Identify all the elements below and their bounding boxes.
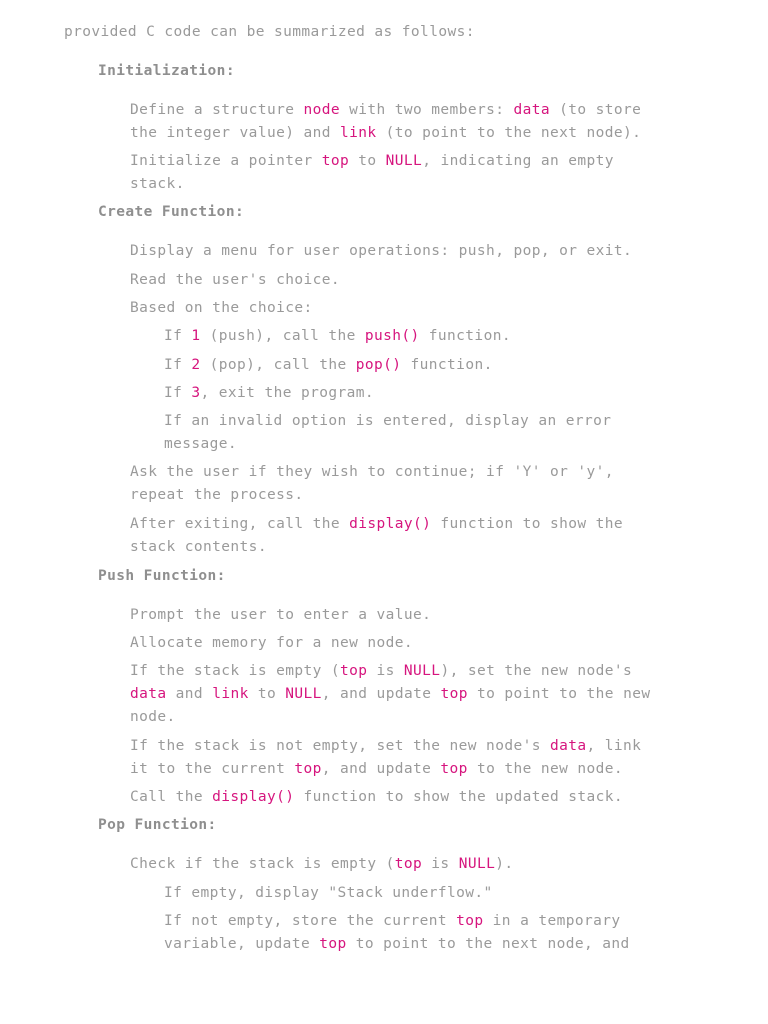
- sub-list-item-line: [164, 354, 493, 377]
- text-run: (push), call the: [200, 328, 365, 344]
- inline-code: NULL: [458, 856, 496, 872]
- text-run: If the stack is empty (: [130, 663, 340, 679]
- inline-code: 2: [191, 357, 201, 373]
- text-run: function.: [401, 357, 493, 373]
- text-run: Prompt the user to enter a value.: [130, 607, 432, 623]
- section-heading: Initialization:: [98, 63, 235, 79]
- section-heading: Push Function:: [98, 568, 226, 584]
- sub-list-item-line: [164, 910, 621, 933]
- list-item-line: [130, 536, 267, 559]
- text-run: to point to the new: [467, 686, 651, 702]
- text-run: it to the current: [130, 761, 295, 777]
- text-run: node.: [130, 709, 176, 725]
- sub-list-item-line: [164, 933, 630, 956]
- text-run: Ask the user if they wish to continue; if 'Y' or 'y',: [130, 464, 614, 480]
- text-run: If: [164, 328, 192, 344]
- text-run: message.: [164, 436, 238, 452]
- text-run: function to show the: [431, 516, 624, 532]
- list-item-line: [130, 604, 431, 627]
- text-run: If an invalid option is entered, display an error: [164, 413, 612, 429]
- list-item-line: [130, 269, 340, 292]
- list-item-line: [130, 660, 632, 683]
- list-item-line: [130, 786, 623, 809]
- inline-code: display(): [212, 789, 295, 805]
- text-run: If: [164, 357, 192, 373]
- inline-code: data: [130, 686, 167, 702]
- sub-list-item-line: [164, 410, 611, 433]
- sub-list-item-line: [164, 433, 237, 456]
- inline-code: link: [212, 686, 249, 702]
- text-run: ), set the new node's: [440, 663, 633, 679]
- list-item-line: [130, 240, 632, 263]
- inline-code: top: [319, 936, 347, 952]
- inline-code: top: [294, 761, 322, 777]
- text-run: Initialize a pointer: [130, 153, 322, 169]
- inline-code: NULL: [403, 663, 441, 679]
- text-run: If not empty, store the current: [164, 913, 457, 929]
- inline-code: push(): [364, 328, 420, 344]
- text-run: function.: [419, 328, 511, 344]
- list-item-line: [130, 632, 413, 655]
- text-run: Display a menu for user operations: push, pop, or exit.: [130, 243, 633, 259]
- inline-code: NULL: [385, 153, 423, 169]
- intro-text: provided C code can be summarized as follows:: [64, 24, 475, 40]
- sub-list-item-line: [164, 325, 511, 348]
- inline-code: top: [321, 153, 350, 169]
- text-run: to point to the next node, and: [346, 936, 630, 952]
- text-run: ).: [495, 856, 514, 872]
- inline-code: display(): [349, 516, 432, 532]
- inline-code: 1: [191, 328, 201, 344]
- text-run: variable, update: [164, 936, 320, 952]
- text-run: to the new node.: [467, 761, 624, 777]
- text-run: to: [248, 686, 286, 702]
- text-run: is: [367, 663, 404, 679]
- inline-code: top: [456, 913, 484, 929]
- text-run: Define a structure: [130, 102, 304, 118]
- inline-code: link: [339, 125, 377, 141]
- list-item-line: [130, 758, 623, 781]
- inline-code: top: [440, 761, 468, 777]
- list-item-line: [130, 735, 641, 758]
- text-run: (to point to the next node).: [376, 125, 642, 141]
- list-item-line: [130, 99, 641, 122]
- inline-code: NULL: [285, 686, 322, 702]
- inline-code: top: [339, 663, 368, 679]
- text-run: stack.: [130, 176, 185, 192]
- text-run: , and update: [321, 686, 441, 702]
- text-run: and: [166, 686, 213, 702]
- list-item-line: [130, 683, 650, 706]
- inline-code: data: [513, 102, 550, 118]
- text-run: to: [349, 153, 386, 169]
- text-run: Allocate memory for a new node.: [130, 635, 414, 651]
- text-run: If empty, display "Stack underflow.": [164, 885, 493, 901]
- text-run: Read the user's choice.: [130, 272, 340, 288]
- text-run: If the stack is not empty, set the new node's: [130, 738, 550, 754]
- list-item-line: [130, 297, 313, 320]
- text-run: After exiting, call the: [130, 516, 350, 532]
- inline-code: pop(): [355, 357, 402, 373]
- list-item-line: [130, 150, 614, 173]
- text-run: , and update: [321, 761, 441, 777]
- inline-code: top: [394, 856, 423, 872]
- text-run: repeat the process.: [130, 487, 304, 503]
- list-item-line: [130, 484, 303, 507]
- text-run: is: [422, 856, 459, 872]
- text-run: Based on the choice:: [130, 300, 313, 316]
- list-item-line: [130, 461, 614, 484]
- text-run: function to show the updated stack.: [294, 789, 624, 805]
- list-item-line: [130, 513, 623, 536]
- list-item-line: [130, 853, 513, 876]
- list-item-line: [130, 173, 185, 196]
- text-run: Check if the stack is empty (: [130, 856, 395, 872]
- text-run: , exit the program.: [200, 385, 374, 401]
- text-run: If: [164, 385, 192, 401]
- section-heading: Pop Function:: [98, 817, 217, 833]
- sub-list-item-line: [164, 382, 374, 405]
- sub-list-item-line: [164, 882, 493, 905]
- text-run: (to store: [550, 102, 642, 118]
- text-run: Call the: [130, 789, 213, 805]
- text-run: in a temporary: [483, 913, 621, 929]
- text-run: stack contents.: [130, 539, 267, 555]
- text-run: , link: [586, 738, 642, 754]
- section-heading: Create Function:: [98, 204, 245, 220]
- list-item-line: [130, 122, 641, 145]
- list-item-line: [130, 706, 176, 729]
- inline-code: 3: [191, 385, 201, 401]
- text-run: the integer value) and: [130, 125, 340, 141]
- text-run: (pop), call the: [200, 357, 356, 373]
- inline-code: node: [303, 102, 340, 118]
- text-run: with two members:: [340, 102, 514, 118]
- inline-code: top: [440, 686, 468, 702]
- inline-code: data: [549, 738, 587, 754]
- text-run: , indicating an empty: [422, 153, 614, 169]
